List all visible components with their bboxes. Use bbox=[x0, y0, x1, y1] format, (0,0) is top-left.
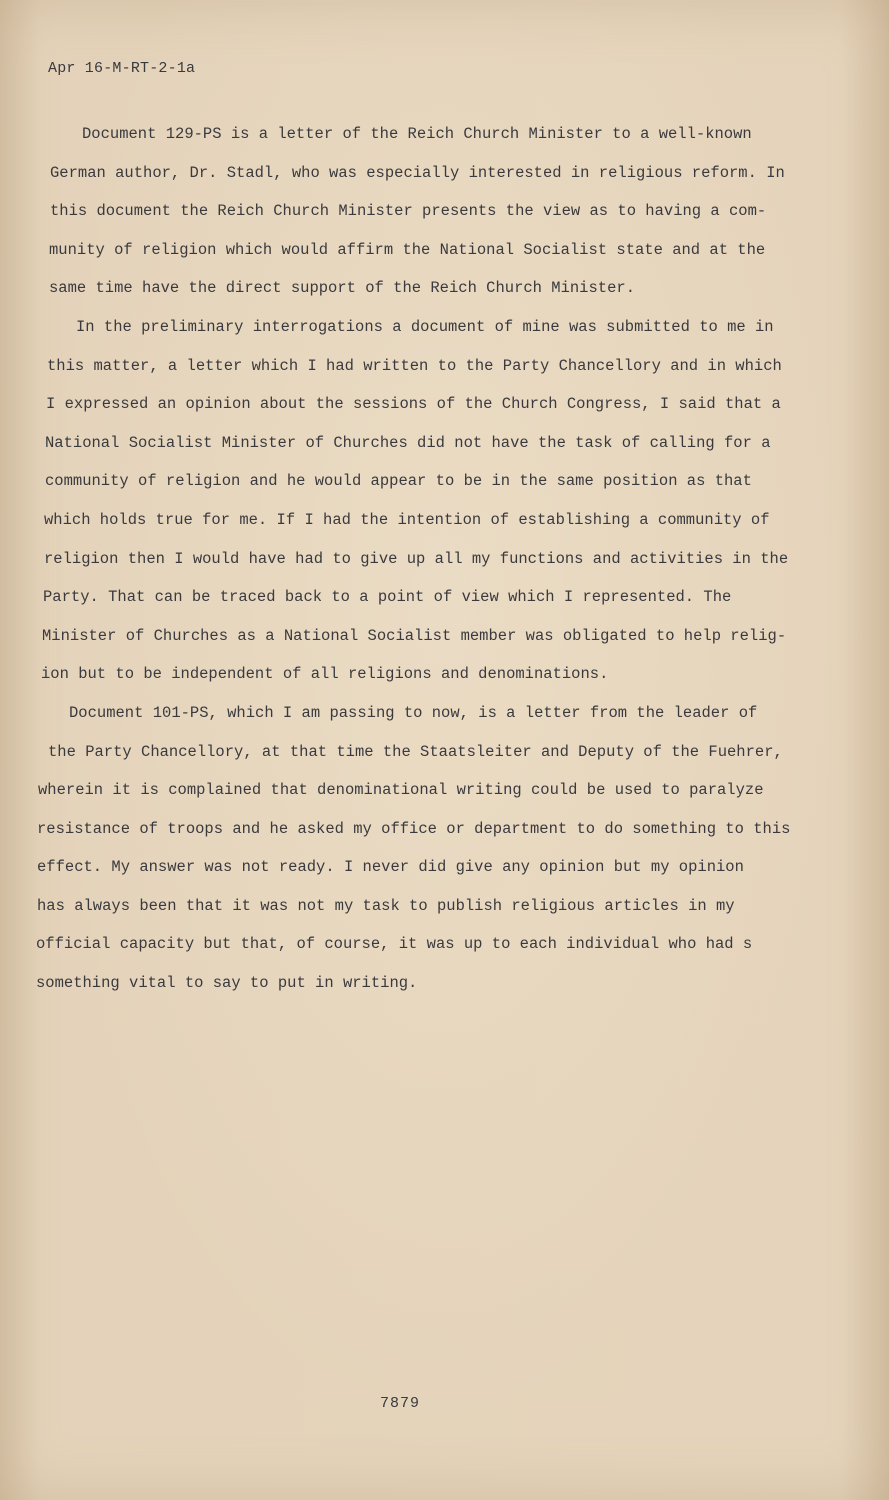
text-line: Document 101-PS, which I am passing to now, is a letter from the leader of bbox=[69, 703, 758, 722]
text-line: something vital to say to put in writing. bbox=[36, 974, 418, 993]
text-line: community of religion and he would appear to be in the same position as that bbox=[45, 472, 752, 491]
text-line: effect. My answer was not ready. I never did give any opinion but my opinion bbox=[37, 858, 744, 877]
paragraph-1 bbox=[36, 115, 826, 308]
text-line: same time have the direct support of the Reich Church Minister. bbox=[49, 279, 635, 298]
text-line: Party. That can be traced back to a point of view which I represented. The bbox=[43, 588, 732, 607]
text-line: the Party Chancellory, at that time the Staatsleiter and Deputy of the Fuehrer, bbox=[48, 742, 783, 761]
page-number: 7879 bbox=[380, 1395, 421, 1412]
text-line: In the preliminary interrogations a document of mine was submitted to me in bbox=[76, 317, 774, 336]
document-reference: Apr 16-M-RT-2-1a bbox=[48, 60, 196, 77]
text-line: has always been that it was not my task to publish religious articles in my bbox=[37, 896, 735, 915]
text-line: which holds true for me. If I had the intention of establishing a community of bbox=[44, 510, 770, 529]
text-line: I expressed an opinion about the sessions of the Church Congress, I said that a bbox=[46, 395, 781, 414]
text-line: German author, Dr. Stadl, who was especially interested in religious reform. In bbox=[50, 163, 785, 182]
text-line: munity of religion which would affirm the National Socialist state and at the bbox=[49, 240, 766, 259]
text-line: official capacity but that, of course, it was up to each individual who had s bbox=[36, 935, 753, 954]
text-line: National Socialist Minister of Churches did not have the task of calling for a bbox=[45, 433, 771, 452]
text-line: Minister of Churches as a National Socialist member was obligated to help relig- bbox=[42, 626, 787, 645]
paragraph-2 bbox=[36, 308, 826, 694]
text-line: wherein it is complained that denominational writing could be used to paralyze bbox=[38, 781, 764, 800]
document-body bbox=[36, 115, 826, 1003]
text-line: this matter, a letter which I had written to the Party Chancellory and in which bbox=[47, 356, 782, 375]
text-line: ion but to be independent of all religions and denominations. bbox=[41, 665, 609, 684]
text-line: Document 129-PS is a letter of the Reich Church Minister to a well-known bbox=[82, 125, 752, 143]
text-line: resistance of troops and he asked my office or department to do something to this bbox=[37, 819, 791, 838]
paragraph-3 bbox=[36, 694, 826, 1003]
text-line: this document the Reich Church Minister presents the view as to having a com- bbox=[50, 202, 767, 221]
text-line: religion then I would have had to give up all my functions and activities in the bbox=[44, 549, 789, 568]
